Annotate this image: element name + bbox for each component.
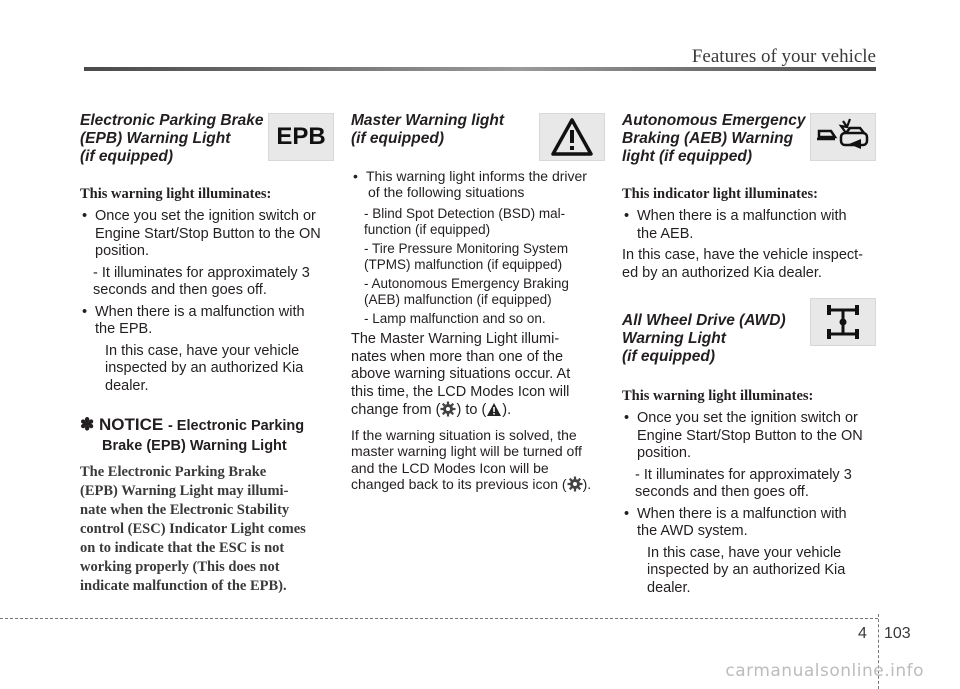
footer-rule xyxy=(0,618,878,619)
epb-heading: Electronic Parking Brake (EPB) Warning Light (if equipped) xyxy=(80,112,264,165)
aeb-lead: This indicator light illuminates: xyxy=(622,186,818,202)
notice-symbol: ✽ xyxy=(80,415,95,434)
notice-subtitle-a: - Electronic Parking xyxy=(167,418,305,434)
aeb-car-collision-icon xyxy=(810,113,876,161)
watermark: carmanualsonline.info xyxy=(725,661,924,681)
master-item-1: - Blind Spot Detection (BSD) mal- function (if equipped) xyxy=(364,206,566,237)
master-item-3: - Autonomous Emergency Braking (AEB) malfunction (if equipped) xyxy=(364,276,569,307)
awd-lead: This warning light illuminates: xyxy=(622,388,814,404)
master-warning-heading: Master Warning light (if equipped) xyxy=(351,112,505,147)
awd-note: In this case, have your vehicle inspected by an authorized Kia dealer. xyxy=(647,544,846,596)
awd-dash-1: - It illuminates for approximately 3 seconds and then goes off. xyxy=(635,466,852,500)
gear-icon xyxy=(440,401,456,423)
master-item-4: - Lamp malfunction and so on. xyxy=(364,311,546,326)
aeb-bullet-1: • When there is a malfunction with the AEB. xyxy=(622,208,877,243)
column-master-warning xyxy=(351,112,606,496)
warning-triangle-icon xyxy=(486,402,502,423)
notice-word: NOTICE xyxy=(98,415,164,434)
master-warning-triangle-icon xyxy=(539,113,605,161)
section-title: Features of your vehicle xyxy=(691,46,876,67)
epb-dash-1: - It illuminates for approximately 3 seconds and then goes off. xyxy=(93,264,310,298)
aeb-para: In this case, have the vehicle inspect- ed by an authorized Kia dealer. xyxy=(622,247,863,281)
epb-bullet-1: • Once you set the ignition switch or Engine Start/Stop Button to the ON position. xyxy=(80,208,335,261)
master-item-2: - Tire Pressure Monitoring System (TPMS) malfunction (if equipped) xyxy=(364,241,569,272)
awd-drivetrain-icon xyxy=(810,298,876,346)
page-number: 103 xyxy=(884,625,911,642)
master-para-2: If the warning situation is solved, the master warning light will be turned off and the LCD Modes Icon will be changed back to its previous icon ( ). xyxy=(351,427,606,496)
awd-bullet-1: • Once you set the ignition switch or Engine Start/Stop Button to the ON position. xyxy=(622,410,877,463)
notice-title xyxy=(80,415,335,435)
master-bullet-1: • This warning light informs the driver of the following situations xyxy=(351,168,606,200)
column-epb xyxy=(80,112,335,596)
awd-bullet-2: • When there is a malfunction with the AWD system. xyxy=(622,506,877,541)
gear-icon xyxy=(567,476,583,496)
epb-bullet-2: • When there is a malfunction with the EPB. xyxy=(80,304,335,339)
aeb-heading: Autonomous Emergency Braking (AEB) Warning light (if equipped) xyxy=(622,112,806,165)
chapter-number: 4 xyxy=(858,625,867,642)
epb-warning-icon: EPB xyxy=(268,113,334,161)
master-para-1: The Master Warning Light illumi- nates when more than one of the above warning situations occur. At this time, the LCD Modes Icon will change from ( ) to ( ). xyxy=(351,331,606,423)
epb-note: In this case, have your vehicle inspected by an authorized Kia dealer. xyxy=(105,342,304,394)
header-rule xyxy=(84,67,876,71)
epb-lead: This warning light illuminates: xyxy=(80,186,272,202)
notice-body: The Electronic Parking Brake (EPB) Warning Light may illumi- nate when the Electronic Stability control (ESC) Indicator Light comes on to indicate that the ESC is not working properly (This does not indicate malfunction of the EPB). xyxy=(80,464,306,594)
notice-subtitle-b: Brake (EPB) Warning Light xyxy=(102,438,287,454)
awd-heading: All Wheel Drive (AWD) Warning Light (if equipped) xyxy=(622,312,786,365)
column-aeb-awd xyxy=(622,112,877,597)
